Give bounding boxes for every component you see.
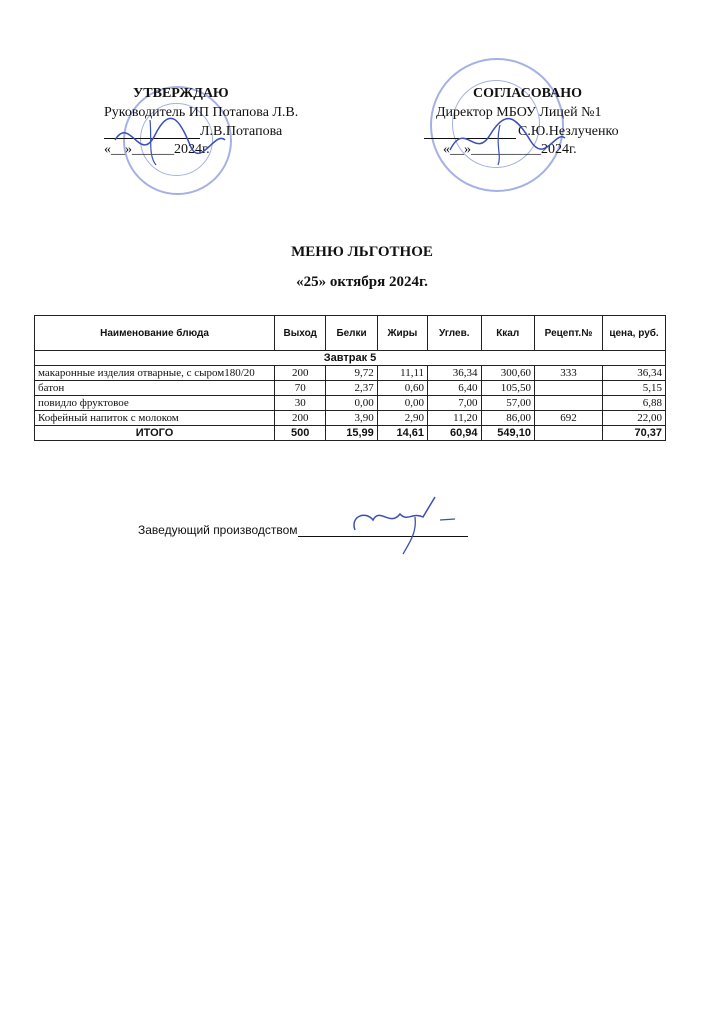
cell-kcal: 105,50 — [481, 381, 534, 396]
approve-title: УТВЕРЖДАЮ — [133, 86, 229, 101]
table-row — [35, 411, 666, 426]
cell-recipe — [534, 396, 602, 411]
header-fat: Жиры — [377, 316, 427, 351]
agree-position: Директор МБОУ Лицей №1 — [436, 105, 602, 120]
cell-carbs: 11,20 — [428, 411, 481, 426]
footer-signature — [345, 492, 465, 557]
agree-date: «__»__________2024г. — [443, 142, 577, 157]
cell-portion: 200 — [275, 411, 326, 426]
cell-price: 22,00 — [603, 411, 666, 426]
total-kcal: 549,10 — [481, 426, 534, 441]
approve-date: «__»______2024г. — [104, 142, 210, 157]
header-kcal: Ккал — [481, 316, 534, 351]
agree-title: СОГЛАСОВАНО — [473, 86, 582, 101]
cell-carbs: 7,00 — [428, 396, 481, 411]
cell-dish: батон — [35, 381, 275, 396]
cell-carbs: 6,40 — [428, 381, 481, 396]
total-fat: 14,61 — [377, 426, 427, 441]
cell-recipe: 333 — [534, 366, 602, 381]
total-recipe — [534, 426, 602, 441]
total-label: ИТОГО — [35, 426, 275, 441]
header-recipe: Рецепт.№ — [534, 316, 602, 351]
footer-label: Заведующий производством — [138, 523, 298, 537]
total-price: 70,37 — [603, 426, 666, 441]
cell-price: 6,88 — [603, 396, 666, 411]
cell-fat: 11,11 — [377, 366, 427, 381]
cell-carbs: 36,34 — [428, 366, 481, 381]
header-protein: Белки — [326, 316, 377, 351]
section-label: Завтрак 5 — [35, 351, 666, 366]
cell-portion: 200 — [275, 366, 326, 381]
cell-protein: 9,72 — [326, 366, 377, 381]
cell-dish: Кофейный напиток с молоком — [35, 411, 275, 426]
header-carbs: Углев. — [428, 316, 481, 351]
menu-table — [34, 315, 666, 441]
header-dish: Наименование блюда — [35, 316, 275, 351]
cell-fat: 0,00 — [377, 396, 427, 411]
cell-recipe — [534, 381, 602, 396]
cell-protein: 0,00 — [326, 396, 377, 411]
cell-protein: 2,37 — [326, 381, 377, 396]
table-header-row — [35, 316, 666, 351]
section-row — [35, 351, 666, 366]
approve-signature — [110, 110, 230, 170]
menu-title: МЕНЮ ЛЬГОТНОЕ — [291, 244, 433, 260]
cell-portion: 70 — [275, 381, 326, 396]
agree-name: С.Ю.Незлученко — [518, 124, 619, 139]
cell-fat: 0,60 — [377, 381, 427, 396]
total-row — [35, 426, 666, 441]
cell-portion: 30 — [275, 396, 326, 411]
total-carbs: 60,94 — [428, 426, 481, 441]
cell-price: 36,34 — [603, 366, 666, 381]
approve-name: Л.В.Потапова — [200, 124, 283, 139]
header-portion: Выход — [275, 316, 326, 351]
cell-protein: 3,90 — [326, 411, 377, 426]
menu-date: «25» октября 2024г. — [296, 274, 428, 290]
cell-kcal: 57,00 — [481, 396, 534, 411]
cell-fat: 2,90 — [377, 411, 427, 426]
cell-kcal: 300,60 — [481, 366, 534, 381]
cell-dish: повидло фруктовое — [35, 396, 275, 411]
table-row — [35, 366, 666, 381]
table-row — [35, 381, 666, 396]
header-price: цена, руб. — [603, 316, 666, 351]
approve-position: Руководитель ИП Потапова Л.В. — [104, 105, 299, 120]
cell-dish: макаронные изделия отварные, с сыром180/20 — [35, 366, 275, 381]
table-row — [35, 396, 666, 411]
total-protein: 15,99 — [326, 426, 377, 441]
total-portion: 500 — [275, 426, 326, 441]
cell-kcal: 86,00 — [481, 411, 534, 426]
cell-recipe: 692 — [534, 411, 602, 426]
agree-signature — [440, 110, 570, 170]
cell-price: 5,15 — [603, 381, 666, 396]
